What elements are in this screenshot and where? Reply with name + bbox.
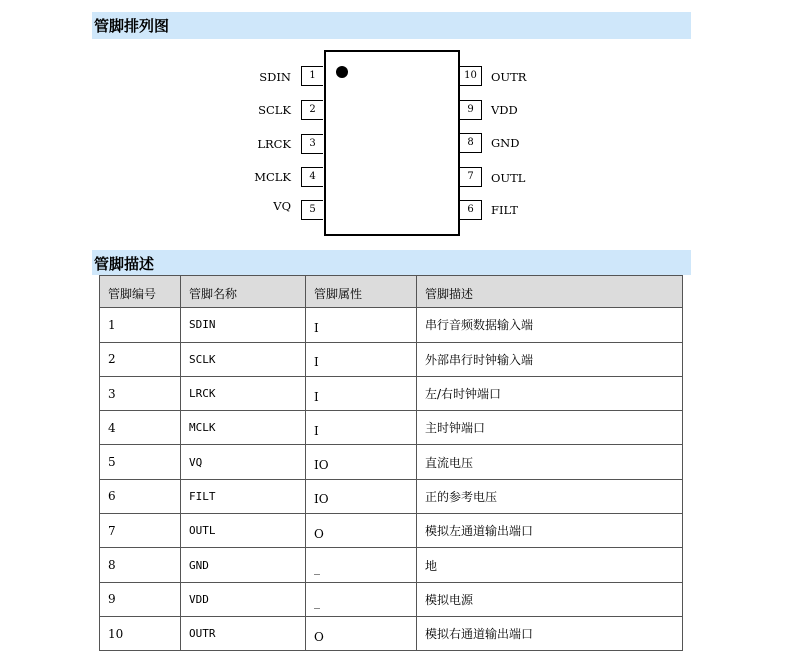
column-header: 管脚名称 <box>181 276 306 308</box>
description-section-title: 管脚描述 <box>92 250 691 275</box>
pin-number-cell: 9 <box>100 582 181 616</box>
pin-description-cell: 模拟右通道输出端口 <box>417 616 683 650</box>
pin-description-table <box>99 275 683 651</box>
pin-attribute-cell: I <box>306 342 417 376</box>
pin-name-cell: SDIN <box>181 308 306 342</box>
pin-description-cell: 模拟左通道输出端口 <box>417 514 683 548</box>
pin-box: 9 <box>460 100 482 120</box>
table-row <box>100 308 683 342</box>
pin-box: 6 <box>460 200 482 220</box>
pin-description-cell: 外部串行时钟输入端 <box>417 342 683 376</box>
pin-name-cell: FILT <box>181 479 306 513</box>
pin-name-cell: LRCK <box>181 376 306 410</box>
pin-description-cell: 模拟电源 <box>417 582 683 616</box>
pin-number-cell: 5 <box>100 445 181 479</box>
pin-attribute-cell: IO <box>306 445 417 479</box>
pin-name-cell: OUTL <box>181 514 306 548</box>
pin-label: FILT <box>491 203 518 217</box>
pin-box: 10 <box>460 66 482 86</box>
pin-label: OUTL <box>491 171 526 185</box>
pin-name-cell: OUTR <box>181 616 306 650</box>
pin-description-cell: 左/右时钟端口 <box>417 376 683 410</box>
table-row <box>100 342 683 376</box>
table-row <box>100 411 683 445</box>
pin-label: LRCK <box>257 137 291 151</box>
pin-description-cell: 直流电压 <box>417 445 683 479</box>
pin-attribute-cell: IO <box>306 479 417 513</box>
pin-name-cell: VQ <box>181 445 306 479</box>
pin-name-cell: GND <box>181 548 306 582</box>
table-row <box>100 376 683 410</box>
pin-number-cell: 1 <box>100 308 181 342</box>
table-row <box>100 479 683 513</box>
pin-name-cell: VDD <box>181 582 306 616</box>
pin-attribute-cell: I <box>306 376 417 410</box>
pin-number-cell: 6 <box>100 479 181 513</box>
table-row <box>100 514 683 548</box>
pin-number-cell: 3 <box>100 376 181 410</box>
pinout-section-title: 管脚排列图 <box>92 12 691 39</box>
pin-label: MCLK <box>254 170 291 184</box>
pin-label: SCLK <box>258 103 291 117</box>
pin-box: 7 <box>460 167 482 187</box>
pin-number-cell: 8 <box>100 548 181 582</box>
pin-attribute-cell: _ <box>306 548 417 582</box>
pin-name-cell: MCLK <box>181 411 306 445</box>
pin-attribute-cell: I <box>306 411 417 445</box>
column-header: 管脚编号 <box>100 276 181 308</box>
pin-attribute-cell: O <box>306 514 417 548</box>
pin-box: 1 <box>301 66 323 86</box>
column-header: 管脚属性 <box>306 276 417 308</box>
pin-label: OUTR <box>491 70 527 84</box>
pin-description-cell: 地 <box>417 548 683 582</box>
pin-description-cell: 主时钟端口 <box>417 411 683 445</box>
pin-attribute-cell: I <box>306 308 417 342</box>
pin-label: SDIN <box>259 70 291 84</box>
pin-label: VQ <box>273 199 291 213</box>
pin-label: GND <box>491 136 520 150</box>
table-row <box>100 582 683 616</box>
pin-number-cell: 10 <box>100 616 181 650</box>
pin-box: 5 <box>301 200 323 220</box>
column-header: 管脚描述 <box>417 276 683 308</box>
pin-attribute-cell: O <box>306 616 417 650</box>
pin-number-cell: 4 <box>100 411 181 445</box>
table-row <box>100 548 683 582</box>
pin-description-cell: 串行音频数据输入端 <box>417 308 683 342</box>
pin-box: 8 <box>460 133 482 153</box>
pin-label: VDD <box>491 103 518 117</box>
pin-description-cell: 正的参考电压 <box>417 479 683 513</box>
pin1-marker-icon <box>336 66 348 78</box>
table-row <box>100 445 683 479</box>
pin-box: 2 <box>301 100 323 120</box>
table-row <box>100 616 683 650</box>
pin-number-cell: 7 <box>100 514 181 548</box>
pin-number-cell: 2 <box>100 342 181 376</box>
table-header-row <box>100 276 683 308</box>
pin-name-cell: SCLK <box>181 342 306 376</box>
pin-attribute-cell: _ <box>306 582 417 616</box>
pin-box: 3 <box>301 134 323 154</box>
pin-box: 4 <box>301 167 323 187</box>
chip-body <box>324 50 460 236</box>
